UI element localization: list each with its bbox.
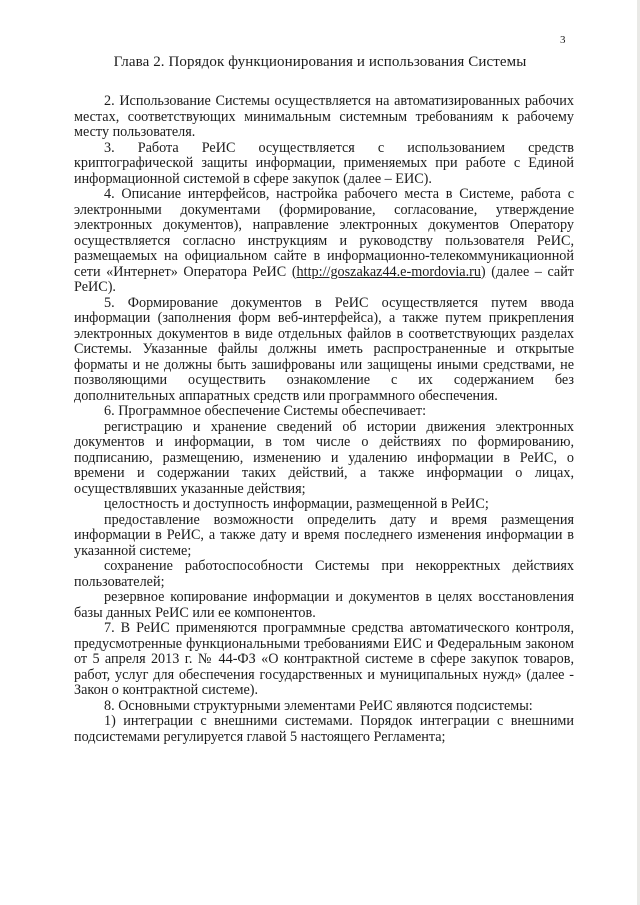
paragraph-4 — [74, 187, 574, 296]
list-item-integrity: целостность и доступность информации, размещенной в РеИС; — [104, 496, 489, 512]
paragraph-8: 8. Основными структурными элементами РеИС являются подсистемы: — [104, 697, 533, 714]
paragraph-5: 5. Формирование документов в РеИС осуществляется путем ввода информации (заполнения форм веб-интерфейса), а также путем прикрепления электронных документов в виде отдельных файлов в соответствующих разделах Системы. Указанные файлы должны иметь распространенные и открытые форматы и не должны быть зашифрованы или защищены иными средствами, не позволяющими осуществить ознакомление с их содержанием без дополнительных аппаратных средств или программного обеспечения. — [74, 294, 574, 404]
list-item-operability: сохранение работоспособности Системы при некорректных действиях пользователей; — [74, 558, 574, 590]
list-item-integration: 1) интеграции с внешними системами. Порядок интеграции с внешними подсистемами регулируется главой 5 настоящего Регламента; — [74, 713, 574, 745]
paragraph-6: 6. Программное обеспечение Системы обеспечивает: — [104, 403, 427, 419]
paragraph-7: 7. В РеИС применяются программные средства автоматического контроля, предусмотренные функциональными требованиями ЕИС и Федеральным законом от 5 апреля 2013 г. № 44-ФЗ «О контрактной системе в сфере закупок товаров, работ, услуг для обеспечения государственных и муниципальных нужд» (далее - Закон о контрактной системе). — [74, 620, 574, 698]
page-number: 3 — [560, 34, 566, 46]
paragraph-3: 3. Работа РеИС осуществляется с использованием средств криптографической защиты информации, применяемых при работе с Единой информационной системой в сфере закупок (далее – ЕИС). — [74, 139, 574, 187]
list-item-registration: регистрацию и хранение сведений об истории движения электронных документов и информации, в том числе о действиях по формированию, подписанию, размещению, изменению и удалению информации в РеИС, о времени и содержании таких действий, а также информации о лицах, осуществлявших указанные действия; — [74, 418, 574, 497]
chapter-heading: Глава 2. Порядок функционирования и использования Системы — [113, 54, 527, 70]
site-link[interactable]: (http://goszakaz44.e-mordovia.ru) — [291, 263, 486, 280]
document-body — [74, 94, 574, 745]
paragraph-2: 2. Использование Системы осуществляется на автоматизированных рабочих местах, соответствующих минимальным системным требованиям к рабочему месту пользователя. — [74, 93, 574, 140]
list-item-datetime: предоставление возможности определить дату и время размещения информации в РеИС, а также дату и время последнего изменения информации в указанной системе; — [74, 511, 574, 559]
paragraph-4-text: 4. Описание интерфейсов, настройка рабочего места в Системе, работа с электронными документами (формирование, согласование, утверждение электронных документов), направление электронных документов Оператору осуществляется согласно инструкциям и руководству пользователя РеИС, размещаемых на официальном сайте в информационно-телекоммуникационной сети «Интернет» Оператора РеИС — [74, 186, 574, 280]
list-item-backup: резервное копирование информации и документов в целях восстановления базы данных РеИС или ее компонентов. — [74, 589, 574, 621]
paragraph-4-tail: (далее – сайт РеИС). — [74, 263, 574, 295]
